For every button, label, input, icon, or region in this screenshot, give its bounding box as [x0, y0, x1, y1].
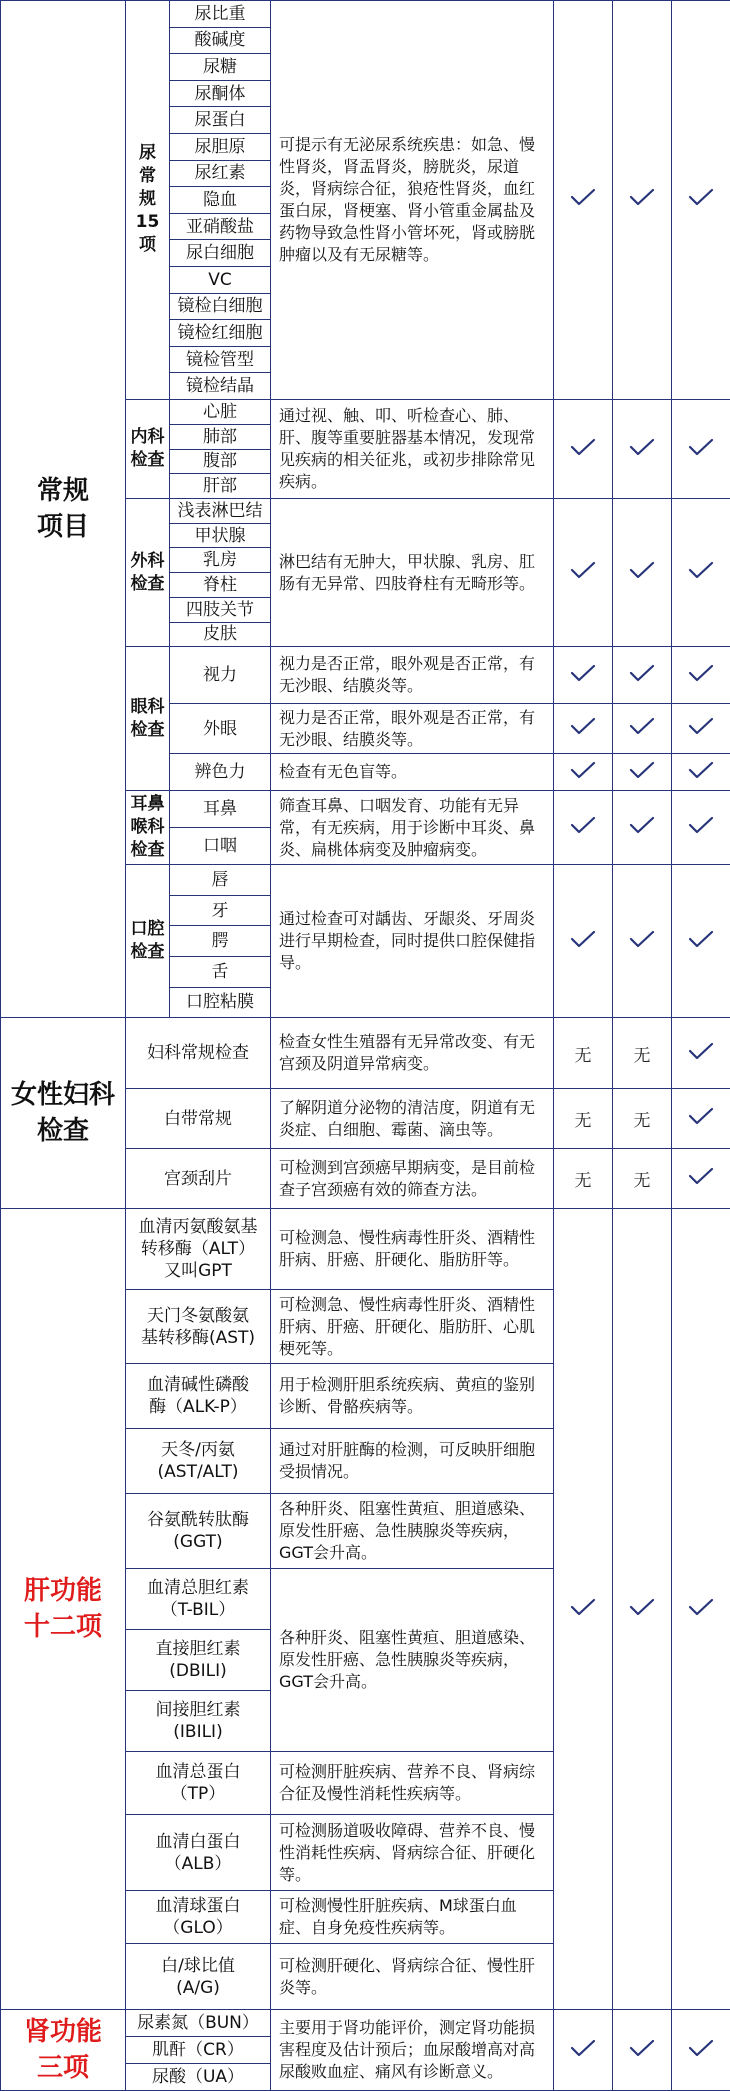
item-cell: 尿白细胞 [170, 240, 271, 267]
checkmark-icon [570, 761, 596, 779]
description-cell: 主要用于肾功能评价，测定肾功能损害程度及估计预后；血尿酸增高对高尿酸败血症、痛风有诊断意义。 [271, 2010, 554, 2091]
item-cell: 外眼 [170, 704, 271, 754]
item-cell: 血清球蛋白 （GLO） [126, 1891, 271, 1944]
checkmark-icon [629, 188, 655, 206]
subcategory-internal: 内科 检查 [126, 399, 170, 498]
check-cell [672, 791, 730, 865]
item-cell: 血清总胆红素 （T-BIL） [126, 1569, 271, 1630]
check-cell [554, 704, 613, 754]
item-cell: 尿红素 [170, 160, 271, 187]
description-cell: 可检测慢性肝脏疾病、M球蛋白血症、自身免疫性疾病等。 [271, 1891, 554, 1944]
table-row [1, 1018, 730, 1089]
check-cell [672, 865, 730, 1018]
category-kidney: 肾功能 三项 [1, 2010, 126, 2091]
check-cell [672, 1209, 730, 2010]
description-cell: 可检测急、慢性病毒性肝炎、酒精性肝病、肝癌、肝硬化、脂肪肝等。 [271, 1209, 554, 1290]
description-cell: 淋巴结有无肿大，甲状腺、乳房、肛肠有无异常、四肢脊柱有无畸形等。 [271, 499, 554, 647]
description-cell: 可检测肝脏疾病、营养不良、肾病综合征及慢性消耗性疾病等。 [271, 1752, 554, 1815]
check-cell [613, 2010, 672, 2091]
none-mark: 无 [554, 1018, 613, 1089]
description-cell: 检查女性生殖器有无异常改变、有无宫颈及阴道异常病变。 [271, 1018, 554, 1089]
item-cell: 血清碱性磷酸 酶（ALK-P） [126, 1364, 271, 1429]
checkmark-icon [629, 664, 655, 682]
item-cell: 隐血 [170, 187, 271, 214]
check-cell [613, 754, 672, 791]
checkmark-icon [688, 1167, 714, 1185]
description-cell: 视力是否正常，眼外观是否正常，有无沙眼、结膜炎等。 [271, 647, 554, 704]
item-cell: 尿素氮（BUN） [126, 2010, 271, 2037]
check-cell [554, 865, 613, 1018]
item-cell: 天门冬氨酸氨 基转移酶(AST) [126, 1290, 271, 1364]
checkmark-icon [629, 2039, 655, 2057]
item-cell: 血清丙氨酸氨基 转移酶（ALT） 又叫GPT [126, 1209, 271, 1290]
description-cell: 了解阴道分泌物的清洁度，阴道有无炎症、白细胞、霉菌、滴虫等。 [271, 1089, 554, 1149]
check-cell [613, 791, 672, 865]
item-cell: 浅表淋巴结 [170, 499, 271, 524]
checkmark-icon [688, 930, 714, 948]
check-cell [613, 647, 672, 704]
checkmark-icon [688, 438, 714, 456]
none-mark: 无 [613, 1149, 672, 1209]
checkmark-icon [629, 717, 655, 735]
item-cell: 尿比重 [170, 1, 271, 28]
none-mark: 无 [554, 1089, 613, 1149]
item-cell: 腹部 [170, 449, 271, 474]
checkmark-icon [688, 1042, 714, 1060]
item-cell: 宫颈刮片 [126, 1149, 271, 1209]
checkmark-icon [688, 664, 714, 682]
description-cell: 用于检测肝胆系统疾病、黄疸的鉴别诊断、骨骼疾病等。 [271, 1364, 554, 1429]
checkmark-icon [570, 188, 596, 206]
item-cell: 肌酐（CR） [126, 2037, 271, 2064]
subcategory-urine: 尿 常 规 15 项 [126, 1, 170, 400]
check-cell [672, 1149, 730, 1209]
checkmark-icon [570, 816, 596, 834]
item-cell: 镜检白细胞 [170, 293, 271, 320]
checkmark-icon [570, 930, 596, 948]
item-cell: 亚硝酸盐 [170, 213, 271, 240]
item-cell: 谷氨酰转肽酶 (GGT) [126, 1494, 271, 1569]
item-cell: 尿蛋白 [170, 107, 271, 134]
check-cell [672, 1018, 730, 1089]
checkmark-icon [570, 664, 596, 682]
table-row [1, 1209, 730, 1290]
check-cell [554, 754, 613, 791]
item-cell: 白/球比值 (A/G) [126, 1944, 271, 2010]
none-mark: 无 [613, 1018, 672, 1089]
item-cell: 镜检红细胞 [170, 320, 271, 347]
item-cell: 尿酸（UA） [126, 2064, 271, 2091]
table-row [1, 1, 730, 28]
description-cell: 可检测到宫颈癌早期病变，是目前检查子宫颈癌有效的筛查方法。 [271, 1149, 554, 1209]
check-cell [672, 704, 730, 754]
description-cell: 通过视、触、叩、听检查心、肺、肝、腹等重要脏器基本情况，发现常见疾病的相关征兆，或初步排除常见疾病。 [271, 399, 554, 498]
checkmark-icon [688, 1107, 714, 1125]
subcategory-ent: 耳鼻 喉科 检查 [126, 791, 170, 865]
item-cell: 舌 [170, 957, 271, 988]
item-cell: 酸碱度 [170, 27, 271, 54]
checkmark-icon [570, 717, 596, 735]
item-cell: 口腔粘膜 [170, 987, 271, 1018]
check-cell [554, 791, 613, 865]
check-cell [554, 1209, 613, 2010]
checkmark-icon [629, 930, 655, 948]
checkmark-icon [688, 188, 714, 206]
item-cell: 牙 [170, 895, 271, 926]
checkmark-icon [570, 561, 596, 579]
check-cell [554, 499, 613, 647]
checkmark-icon [629, 438, 655, 456]
table-row [1, 2010, 730, 2037]
checkmark-icon [688, 717, 714, 735]
item-cell: 镜检结晶 [170, 373, 271, 400]
item-cell: 甲状腺 [170, 523, 271, 548]
check-cell [672, 2010, 730, 2091]
checkmark-icon [629, 761, 655, 779]
checkmark-icon [688, 561, 714, 579]
item-cell: 口咽 [170, 828, 271, 865]
description-cell: 可检测肠道吸收障碍、营养不良、慢性消耗性疾病、肾病综合征、肝硬化等。 [271, 1815, 554, 1891]
subcategory-eye: 眼科 检查 [126, 647, 170, 791]
item-cell: 尿胆原 [170, 133, 271, 160]
item-cell: 直接胆红素 (DBILI) [126, 1630, 271, 1691]
check-cell [613, 399, 672, 498]
check-cell [672, 754, 730, 791]
check-cell [613, 1209, 672, 2010]
item-cell: 白带常规 [126, 1089, 271, 1149]
checkmark-icon [629, 561, 655, 579]
item-cell: 妇科常规检查 [126, 1018, 271, 1089]
item-cell: 肝部 [170, 474, 271, 499]
none-mark: 无 [613, 1089, 672, 1149]
check-cell [613, 704, 672, 754]
check-cell [672, 399, 730, 498]
item-cell: 血清总蛋白 （TP） [126, 1752, 271, 1815]
check-cell [554, 1, 613, 400]
item-cell: 尿糖 [170, 54, 271, 81]
item-cell: 视力 [170, 647, 271, 704]
item-cell: 肺部 [170, 424, 271, 449]
item-cell: 脊柱 [170, 573, 271, 598]
item-cell: 心脏 [170, 399, 271, 424]
description-cell: 各种肝炎、阻塞性黄疸、胆道感染、原发性肝癌、急性胰腺炎等疾病，GGT会升高。 [271, 1569, 554, 1752]
check-cell [672, 1, 730, 400]
description-cell: 可检测急、慢性病毒性肝炎、酒精性肝病、肝癌、肝硬化、脂肪肝、心肌梗死等。 [271, 1290, 554, 1364]
description-cell: 视力是否正常，眼外观是否正常，有无沙眼、结膜炎等。 [271, 704, 554, 754]
item-cell: 腭 [170, 926, 271, 957]
checkmark-icon [570, 2039, 596, 2057]
item-cell: 乳房 [170, 548, 271, 573]
checkmark-icon [629, 1598, 655, 1616]
description-cell: 检查有无色盲等。 [271, 754, 554, 791]
item-cell: 尿酮体 [170, 80, 271, 107]
item-cell: 四肢关节 [170, 597, 271, 622]
check-cell [554, 647, 613, 704]
check-cell [672, 647, 730, 704]
category-liver: 肝功能 十二项 [1, 1209, 126, 2010]
description-cell: 筛查耳鼻、口咽发育、功能有无异常，有无疾病，用于诊断中耳炎、鼻炎、扁桃体病变及肿瘤病变。 [271, 791, 554, 865]
checkmark-icon [570, 1598, 596, 1616]
check-cell [672, 1089, 730, 1149]
check-cell [672, 499, 730, 647]
subcategory-oral: 口腔 检查 [126, 865, 170, 1018]
category-routine: 常规 项目 [1, 1, 126, 1018]
check-cell [554, 2010, 613, 2091]
item-cell: 皮肤 [170, 622, 271, 647]
category-gynecology: 女性妇科 检查 [1, 1018, 126, 1209]
checkmark-icon [688, 1598, 714, 1616]
checkmark-icon [629, 816, 655, 834]
checkmark-icon [570, 438, 596, 456]
item-cell: 血清白蛋白 （ALB） [126, 1815, 271, 1891]
item-cell: 耳鼻 [170, 791, 271, 828]
description-cell: 可提示有无泌尿系统疾患：如急、慢性肾炎，肾盂肾炎，膀胱炎，尿道炎，肾病综合征，狼疮性肾炎，血红蛋白尿，肾梗塞、肾小管重金属盐及药物导致急性肾小管坏死，肾或膀胱肿瘤以及有无尿糖等。 [271, 1, 554, 400]
item-cell: 天冬/丙氨 (AST/ALT) [126, 1429, 271, 1494]
item-cell: 镜检管型 [170, 346, 271, 373]
check-cell [613, 1, 672, 400]
checkmark-icon [688, 761, 714, 779]
subcategory-surgery: 外科 检查 [126, 499, 170, 647]
none-mark: 无 [554, 1149, 613, 1209]
item-cell: VC [170, 266, 271, 293]
checkmark-icon [688, 2039, 714, 2057]
description-cell: 各种肝炎、阻塞性黄疸、胆道感染、原发性肝癌、急性胰腺炎等疾病，GGT会升高。 [271, 1494, 554, 1569]
check-cell [554, 399, 613, 498]
check-cell [613, 499, 672, 647]
checkmark-icon [688, 816, 714, 834]
item-cell: 间接胆红素 (IBILI) [126, 1691, 271, 1752]
item-cell: 唇 [170, 865, 271, 896]
item-cell: 辨色力 [170, 754, 271, 791]
description-cell: 可检测肝硬化、肾病综合征、慢性肝炎等。 [271, 1944, 554, 2010]
check-cell [613, 865, 672, 1018]
description-cell: 通过检查可对龋齿、牙龈炎、牙周炎进行早期检查，同时提供口腔保健指导。 [271, 865, 554, 1018]
description-cell: 通过对肝脏酶的检测，可反映肝细胞受损情况。 [271, 1429, 554, 1494]
